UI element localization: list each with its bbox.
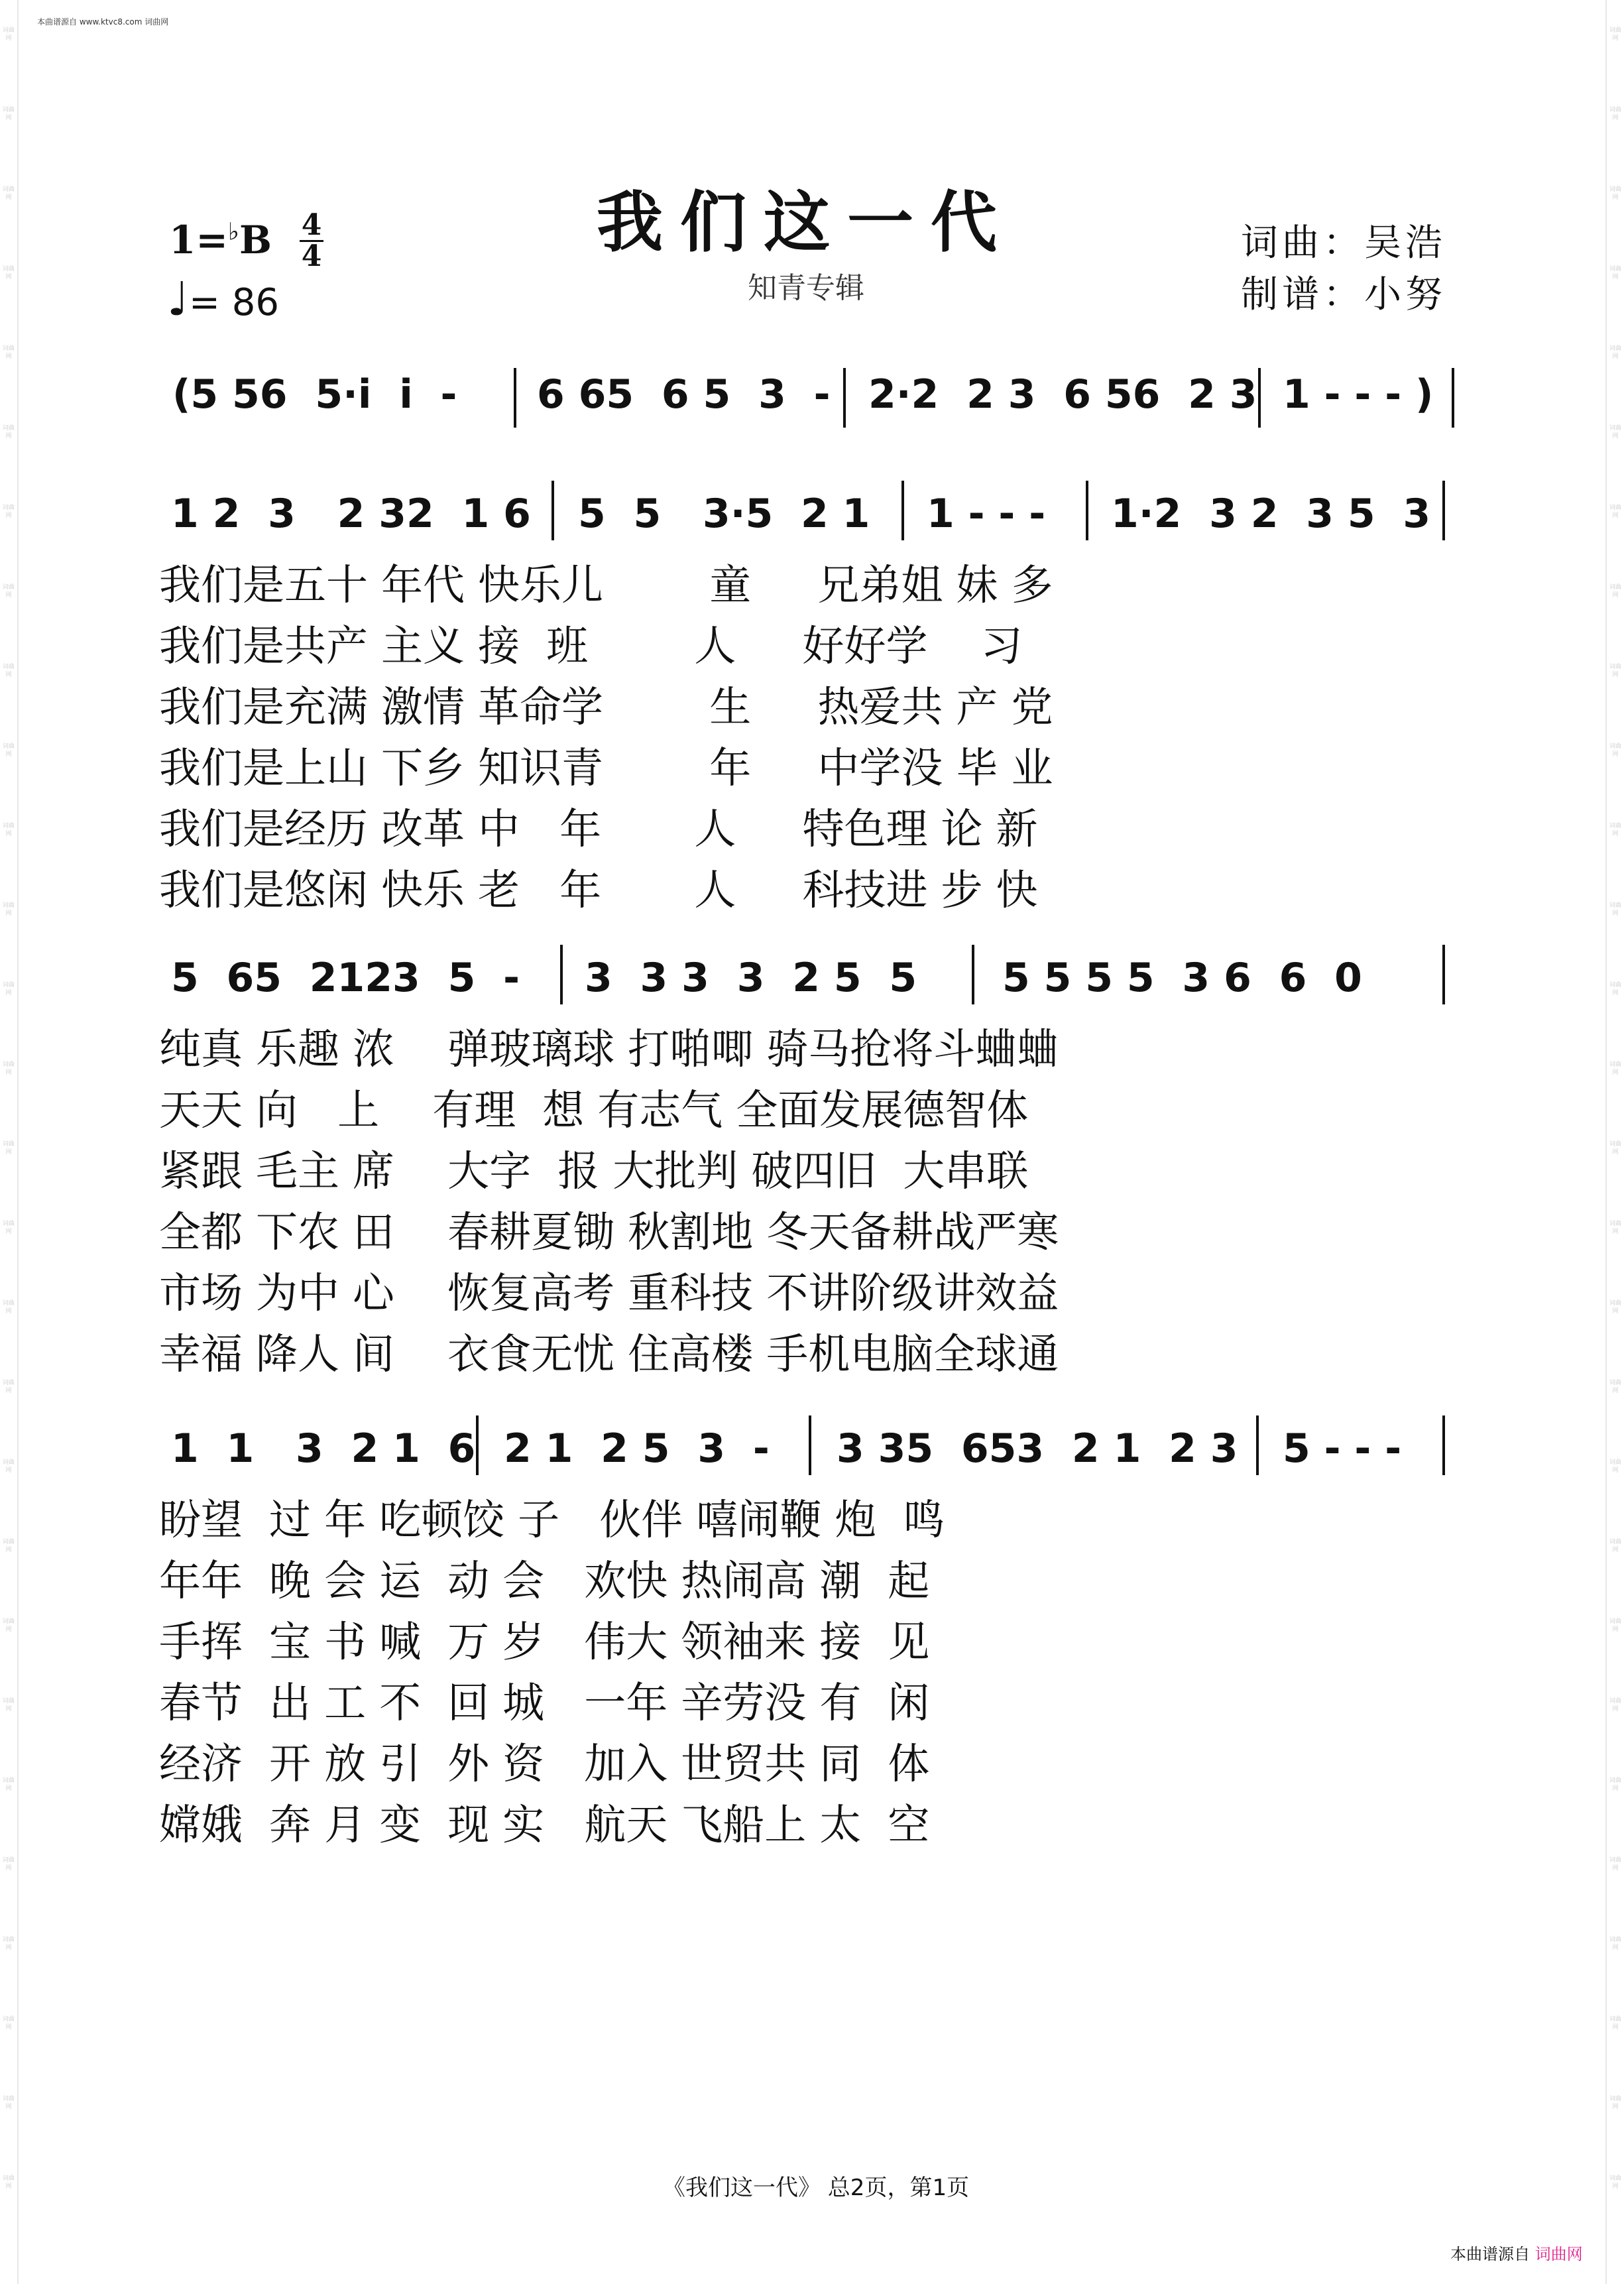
sidebar-watermark: 词曲网 — [1609, 1777, 1621, 1792]
s1-lyric-verse-5: 我们是经历 改革 中 年 人 特色理 论 新 — [159, 805, 1038, 853]
sidebar-watermark: 词曲网 — [1609, 1141, 1621, 1156]
s1-lyric-verse-6: 我们是悠闲 快乐 老 年 人 科技进 步 快 — [159, 866, 1038, 914]
sidebar-watermark: 词曲网 — [1609, 2016, 1621, 2031]
subtitle: 知青专辑 — [748, 271, 864, 305]
sidebar-watermark: 词曲网 — [1609, 27, 1621, 42]
sidebar-watermark: 词曲网 — [1609, 1698, 1621, 1713]
sidebar-watermark: 词曲网 — [1609, 1459, 1621, 1474]
sidebar-watermark: 词曲网 — [2, 584, 15, 599]
s3-measure-3: 3 35 653 2 1 2 3 — [837, 1425, 1238, 1472]
s2-lyric-verse-4: 全都 下农 田 春耕夏锄 秋割地 冬天备耕战严寒 — [159, 1208, 1059, 1256]
s2-lyric-verse-5: 市场 为中 心 恢复高考 重科技 不讲阶级讲效益 — [159, 1269, 1059, 1317]
barline — [560, 945, 563, 1004]
footer-source — [1450, 2241, 1583, 2264]
s3-measure-2: 2 1 2 5 3 - — [504, 1425, 770, 1472]
sidebar-watermark: 词曲网 — [2, 2175, 15, 2190]
quarter-note-icon: ♩ — [167, 272, 190, 326]
sidebar-watermark: 词曲网 — [2, 186, 15, 201]
s2-lyric-verse-3: 紧跟 毛主 席 大字 报 大批判 破四旧 大串联 — [159, 1147, 1029, 1195]
s3-lyric-verse-1: 盼望 过 年 吃顿饺 子 伙伴 嘻闹鞭 炮 鸣 — [159, 1496, 945, 1544]
key-prefix: 1= — [169, 217, 228, 263]
barline — [843, 368, 846, 428]
sidebar-watermark: 词曲网 — [2, 1857, 15, 1872]
tempo-value: = 86 — [189, 281, 280, 324]
sidebar-watermark: 词曲网 — [2, 1380, 15, 1394]
barline — [476, 1415, 479, 1475]
sidebar-watermark: 词曲网 — [2, 107, 15, 121]
sidebar-watermark: 词曲网 — [2, 664, 15, 678]
barline — [1256, 1415, 1259, 1475]
sidebar-watermark: 词曲网 — [1609, 345, 1621, 360]
footer-source-site: 词曲网 — [1535, 2245, 1583, 2263]
sidebar-watermark: 词曲网 — [1609, 1618, 1621, 1633]
s1-measure-4: 1·2 3 2 3 5 3 — [1111, 491, 1431, 537]
sidebar-watermark: 词曲网 — [1609, 664, 1621, 678]
sidebar-watermark: 词曲网 — [2, 2016, 15, 2031]
sidebar-watermark: 词曲网 — [2, 1061, 15, 1076]
sidebar-watermark: 词曲网 — [2, 823, 15, 837]
sidebar-watermark: 词曲网 — [1609, 1061, 1621, 1076]
s2-measure-1: 5 65 2123 5 - — [171, 955, 520, 1001]
s2-lyric-verse-2: 天天 向 上 有理 想 有志气 全面发展德智体 — [159, 1086, 1029, 1134]
sidebar-watermark: 词曲网 — [1609, 505, 1621, 519]
barline — [1442, 481, 1445, 540]
tempo-mark — [167, 272, 279, 326]
sidebar-watermark: 词曲网 — [1609, 2096, 1621, 2110]
s2-measure-3: 5 5 5 5 3 6 6 0 — [1002, 955, 1362, 1001]
s1-lyric-verse-1: 我们是五十 年代 快乐儿 童 兄弟姐 妹 多 — [159, 561, 1053, 609]
barline — [809, 1415, 811, 1475]
time-top: 4 — [301, 208, 322, 242]
sidebar-watermark: 词曲网 — [2, 1937, 15, 1951]
s1-lyric-verse-3: 我们是充满 激情 革命学 生 热爱共 产 党 — [159, 683, 1053, 731]
s3-lyric-verse-5: 经济 开 放 引 外 资 加入 世贸共 同 体 — [159, 1740, 930, 1788]
sidebar-watermark: 词曲网 — [1609, 982, 1621, 996]
credit-arranger: 制谱：小努 — [1241, 273, 1446, 316]
sidebar-watermark: 词曲网 — [1609, 425, 1621, 440]
time-signature — [300, 208, 323, 273]
barline — [1442, 1415, 1445, 1475]
sidebar-watermark: 词曲网 — [2, 743, 15, 758]
intro-measure-4: 1 - - - ) — [1283, 371, 1434, 418]
s3-lyric-verse-2: 年年 晚 会 运 动 会 欢快 热闹高 潮 起 — [159, 1557, 930, 1605]
s1-measure-2: 5 5 3·5 2 1 — [578, 491, 870, 537]
intro-measure-3: 2·2 2 3 6 56 2 3 — [868, 371, 1257, 418]
barline — [514, 368, 516, 428]
sidebar-watermark: 词曲网 — [1609, 2175, 1621, 2190]
right-margin-strip — [1605, 0, 1624, 2284]
barline — [1258, 368, 1261, 428]
credit-lyricist-composer: 词曲：吴浩 — [1241, 221, 1446, 265]
sidebar-watermark: 词曲网 — [2, 1300, 15, 1315]
sidebar-watermark: 词曲网 — [1609, 743, 1621, 758]
sidebar-watermark: 词曲网 — [2, 1698, 15, 1713]
barline — [1442, 945, 1445, 1004]
barline — [551, 481, 554, 540]
source-line: 本曲谱源自 www.ktvc8.com 词曲网 — [37, 17, 169, 27]
flat-symbol: ♭ — [227, 217, 239, 246]
sidebar-watermark: 词曲网 — [1609, 107, 1621, 121]
sidebar-watermark: 词曲网 — [2, 27, 15, 42]
sidebar-watermark: 词曲网 — [1609, 1380, 1621, 1394]
sidebar-watermark: 词曲网 — [1609, 902, 1621, 917]
footer-source-prefix: 本曲谱源自 — [1450, 2245, 1530, 2263]
sidebar-watermark: 词曲网 — [2, 982, 15, 996]
sidebar-watermark: 词曲网 — [2, 1618, 15, 1633]
sidebar-watermark: 词曲网 — [1609, 584, 1621, 599]
intro-measure-2: 6 65 6 5 3 - — [537, 371, 831, 418]
sidebar-watermark: 词曲网 — [2, 902, 15, 917]
s3-lyric-verse-4: 春节 出 工 不 回 城 一年 辛劳没 有 闲 — [159, 1679, 930, 1727]
barline — [972, 945, 974, 1004]
barline — [901, 481, 904, 540]
sidebar-watermark: 词曲网 — [1609, 1300, 1621, 1315]
key-note: B — [239, 217, 272, 263]
s3-measure-4: 5 - - - — [1283, 1425, 1402, 1472]
s3-lyric-verse-6: 嫦娥 奔 月 变 现 实 航天 飞船上 太 空 — [159, 1801, 930, 1849]
sidebar-watermark: 词曲网 — [1609, 1221, 1621, 1235]
sidebar-watermark: 词曲网 — [2, 1539, 15, 1553]
sidebar-watermark: 词曲网 — [2, 425, 15, 440]
s1-measure-1: 1 2 3 2 32 1 6 — [171, 491, 531, 537]
s2-measure-2: 3 3 3 3 2 5 5 — [585, 955, 917, 1001]
s2-lyric-verse-6: 幸福 降人 间 衣食无忧 住高楼 手机电脑全球通 — [159, 1330, 1059, 1378]
sidebar-watermark: 词曲网 — [2, 1777, 15, 1792]
sidebar-watermark: 词曲网 — [1609, 823, 1621, 837]
sidebar-watermark: 词曲网 — [1609, 266, 1621, 280]
sidebar-watermark: 词曲网 — [2, 2096, 15, 2110]
sidebar-watermark: 词曲网 — [2, 266, 15, 280]
sidebar-watermark: 词曲网 — [2, 345, 15, 360]
barline — [1086, 481, 1088, 540]
time-bottom: 4 — [301, 239, 322, 273]
sidebar-watermark: 词曲网 — [2, 505, 15, 519]
sidebar-watermark: 词曲网 — [1609, 1937, 1621, 1951]
left-margin-strip — [0, 0, 19, 2284]
page-title: 我们这一代 — [597, 184, 1014, 261]
s1-measure-3: 1 - - - — [927, 491, 1046, 537]
sidebar-watermark: 词曲网 — [1609, 1539, 1621, 1553]
s2-lyric-verse-1: 纯真 乐趣 浓 弹玻璃球 打啪唧 骑马抢将斗蛐蛐 — [159, 1025, 1059, 1073]
sidebar-watermark: 词曲网 — [2, 1459, 15, 1474]
s1-lyric-verse-4: 我们是上山 下乡 知识青 年 中学没 毕 业 — [159, 744, 1053, 792]
sidebar-watermark: 词曲网 — [2, 1221, 15, 1235]
page-footer: 《我们这一代》 总2页，第1页 — [663, 2175, 970, 2201]
intro-measure-1: (5 56 5·i i - — [172, 371, 457, 418]
barline-end — [1452, 368, 1454, 428]
sidebar-watermark: 词曲网 — [1609, 1857, 1621, 1872]
sidebar-watermark: 词曲网 — [2, 1141, 15, 1156]
sidebar-watermark: 词曲网 — [1609, 186, 1621, 201]
s3-measure-1: 1 1 3 2 1 6 — [171, 1425, 476, 1472]
key-signature — [169, 217, 272, 263]
s1-lyric-verse-2: 我们是共产 主义 接 班 人 好好学 习 — [159, 622, 1023, 670]
s3-lyric-verse-3: 手挥 宝 书 喊 万 岁 伟大 领袖来 接 见 — [159, 1618, 930, 1666]
